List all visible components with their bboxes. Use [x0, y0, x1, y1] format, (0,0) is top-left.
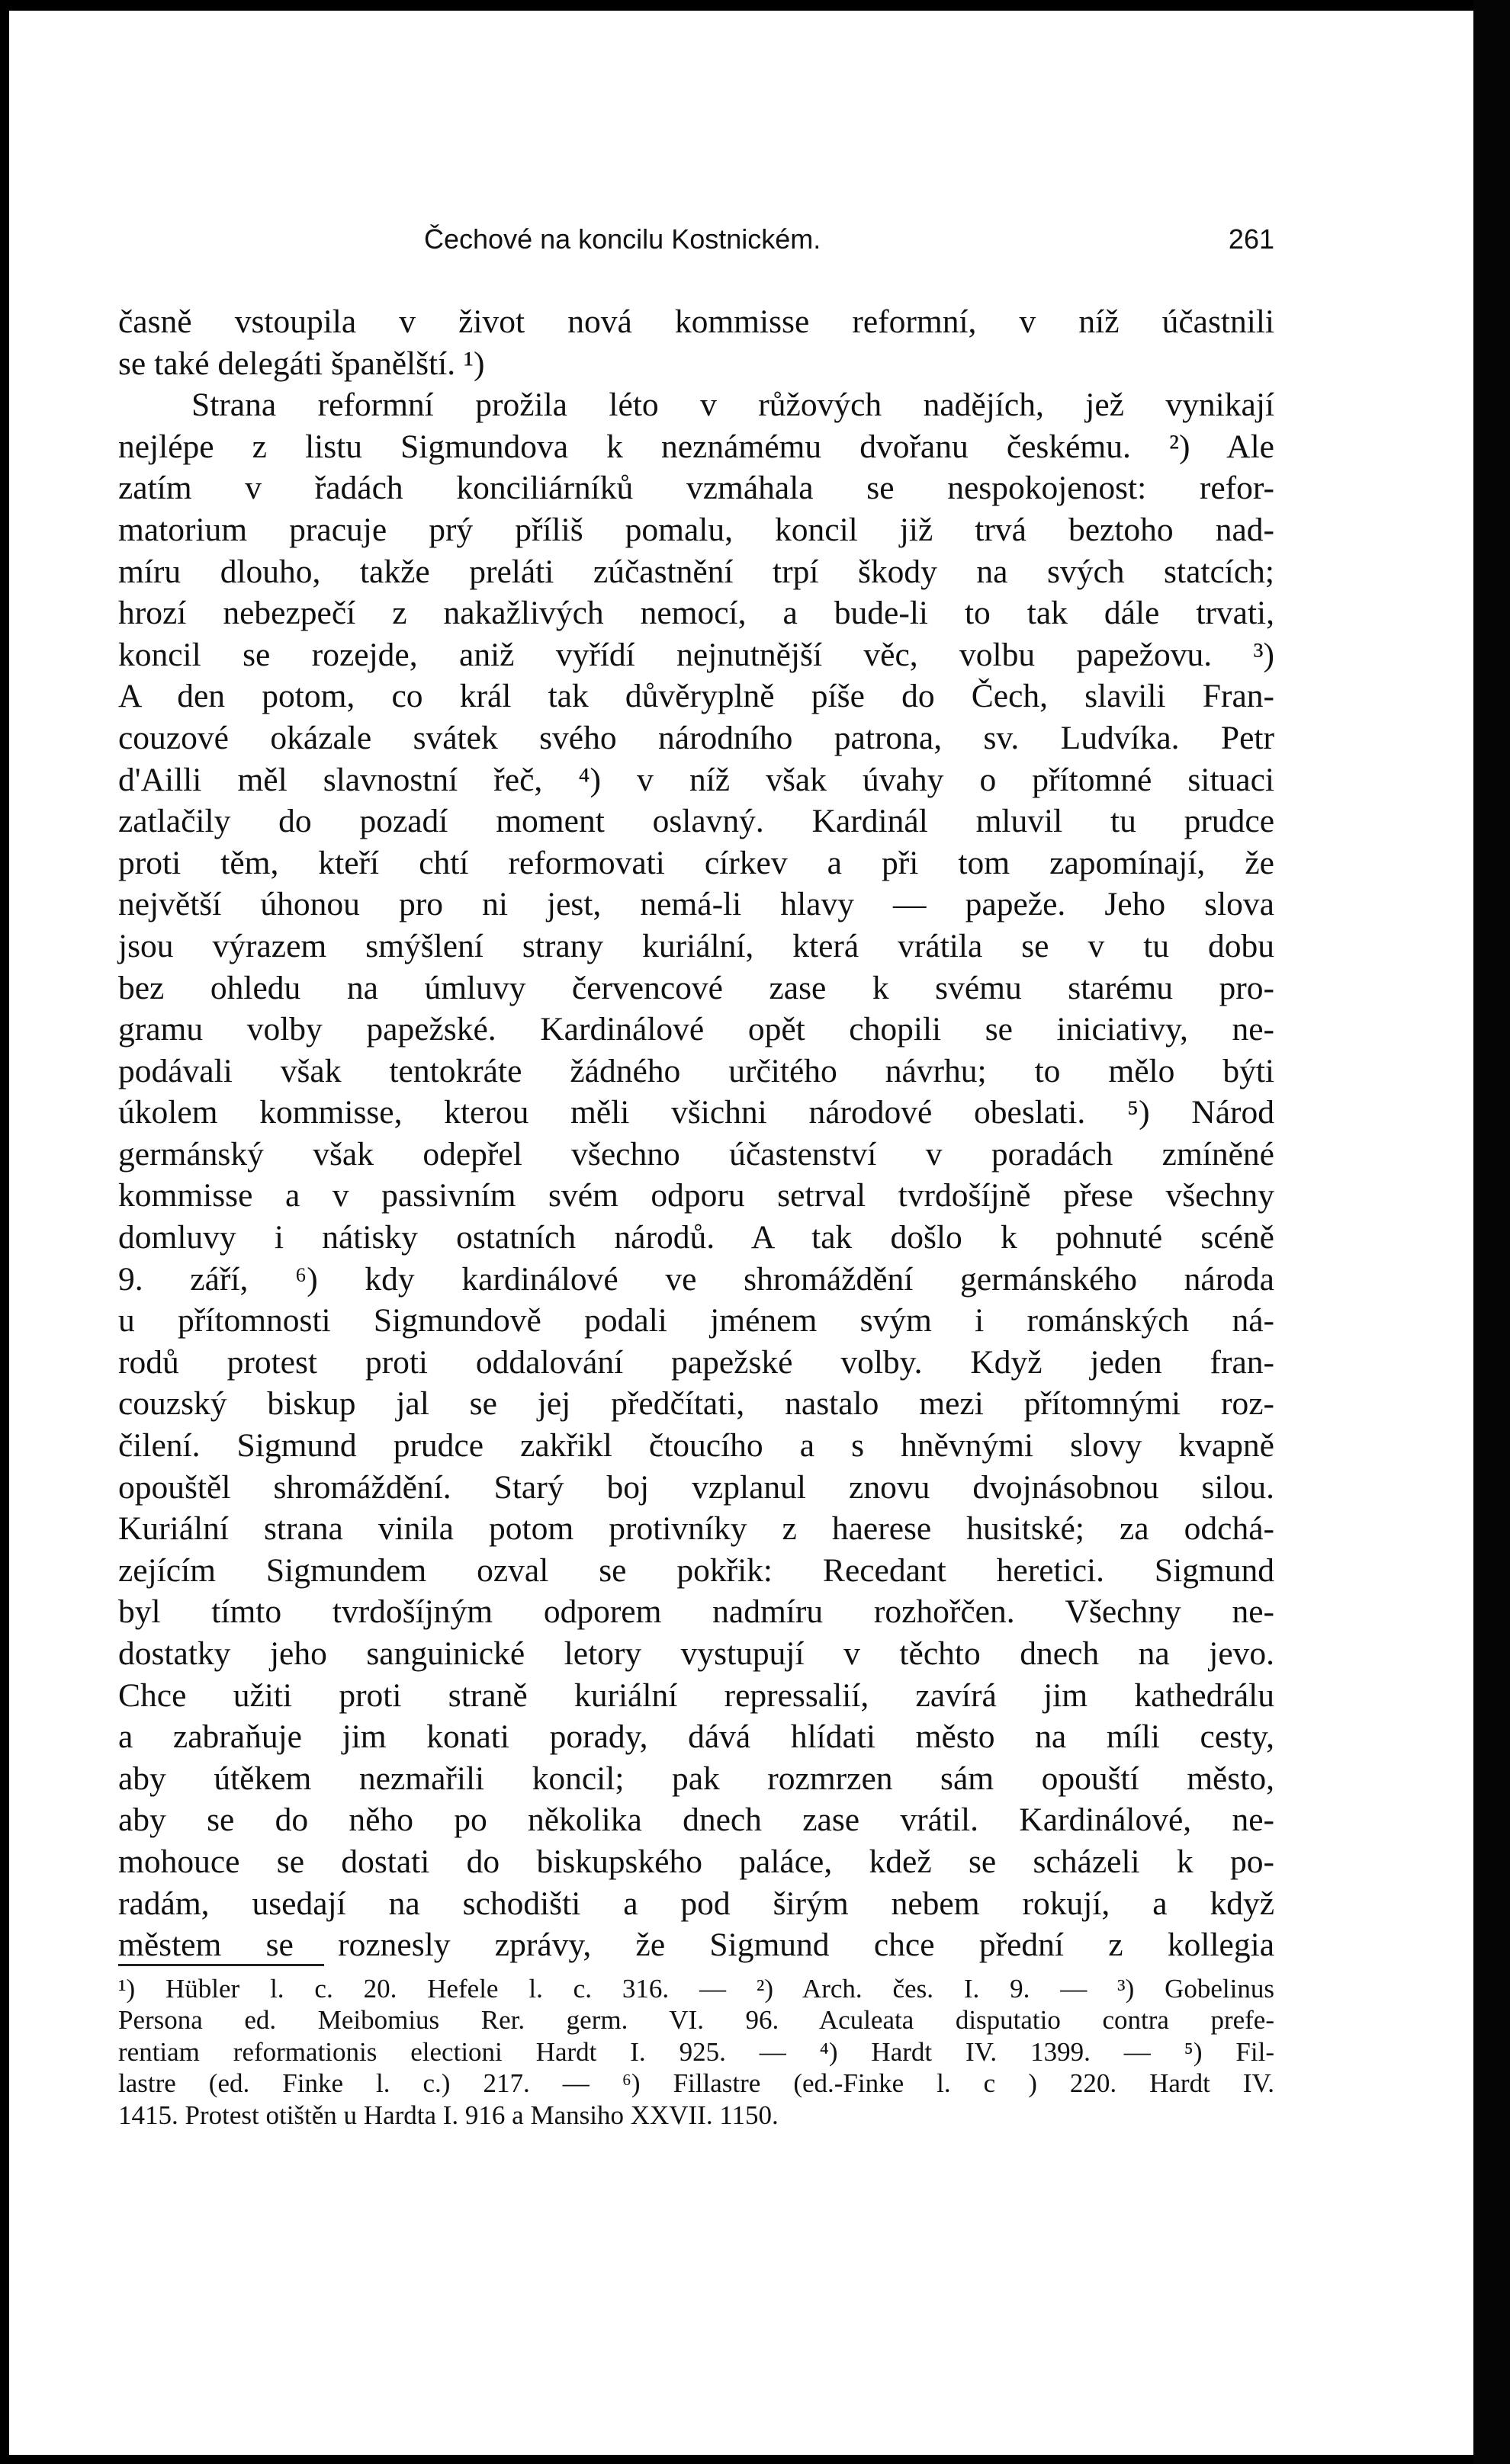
text-line: opouštěl shromáždění. Starý boj vzplanul znovu dvojnásobnou silou. — [118, 1468, 1274, 1506]
body-text — [118, 301, 1274, 1966]
text-line: mohouce se dostati do biskupského paláce, kdež se scházeli k po- — [118, 1843, 1274, 1880]
text-line: časně vstoupila v život nová kommisse reformní, v níž účastnili — [118, 303, 1274, 340]
text-line: míru dlouho, takže preláti zúčastnění trpí škody na svých statcích; — [118, 553, 1274, 590]
text-line: dostatky jeho sanguinické letory vystupují v těchto dnech na jevo. — [118, 1635, 1274, 1672]
text-line: jsou výrazem smýšlení strany kuriální, která vrátila se v tu dobu — [118, 927, 1274, 964]
text-line: 9. září, ⁶) kdy kardinálové ve shromáždění germánského národa — [118, 1260, 1274, 1298]
header-title: Čechové na koncilu Kostnickém. — [424, 223, 821, 255]
text-line: nejlépe z listu Sigmundova k neznámému dvořanu českému. ²) Ale — [118, 428, 1274, 465]
footnote-line: rentiam reformationis electioni Hardt I. 925. — ⁴) Hardt IV. 1399. — ⁵) Fil- — [118, 2036, 1274, 2067]
text-line: rodů protest proti oddalování papežské volby. Když jeden fran- — [118, 1343, 1274, 1381]
footnote-line: 1415. Protest otištěn u Hardta I. 916 a Mansiho XXVII. 1150. — [118, 2100, 779, 2130]
text-line: couzové okázale svátek svého národního patrona, sv. Ludvíka. Petr — [118, 719, 1274, 756]
text-line: d'Ailli měl slavnostní řeč, ⁴) v níž však úvahy o přítomné situaci — [118, 761, 1274, 798]
text-line: koncil se rozejde, aniž vyřídí nejnutnější věc, volbu papežovu. ³) — [118, 636, 1274, 673]
scan-edge — [1473, 0, 1510, 2464]
text-line: bez ohledu na úmluvy červencové zase k svému starému pro- — [118, 969, 1274, 1006]
text-line: a zabraňuje jim konati porady, dává hlídati město na míli cesty, — [118, 1718, 1274, 1756]
text-line: aby se do něho po několika dnech zase vrátil. Kardinálové, ne- — [118, 1801, 1274, 1839]
text-line: Kuriální strana vinila potom protivníky z haerese husitské; za odchá- — [118, 1510, 1274, 1548]
footnote-line: Persona ed. Meibomius Rer. germ. VI. 96. Aculeata disputatio contra prefe- — [118, 2005, 1274, 2036]
text-line: aby útěkem nezmařili koncil; pak rozmrzen sám opouští město, — [118, 1760, 1274, 1797]
text-line: A den potom, co král tak důvěryplně píše do Čech, slavili Fran- — [118, 678, 1274, 715]
text-line: městem se roznesly zprávy, že Sigmund chce přední z kollegia — [118, 1927, 1274, 1964]
text-line: úkolem kommisse, kterou měli všichni národové obeslati. ⁵) Národ — [118, 1094, 1274, 1131]
text-line: proti těm, kteří chtí reformovati církev a při tom zapomínají, že — [118, 844, 1274, 881]
text-line: byl tímto tvrdošíjným odporem nadmíru rozhořčen. Všechny ne- — [118, 1593, 1274, 1631]
text-line: zejícím Sigmundem ozval se pokřik: Recedant heretici. Sigmund — [118, 1551, 1274, 1589]
footnote-line: lastre (ed. Finke l. c.) 217. — ⁶) Fillastre (ed.-Finke l. c ) 220. Hardt IV. — [118, 2068, 1274, 2099]
text-line: zatlačily do pozadí moment oslavný. Kardinál mluvil tu prudce — [118, 803, 1274, 840]
footnotes — [118, 1973, 1274, 2131]
text-line: Chce užiti proti straně kuriální repressalií, zavírá jim kathedrálu — [118, 1676, 1274, 1714]
text-line: domluvy i nátisky ostatních národů. A tak došlo k pohnuté scéně — [118, 1219, 1274, 1256]
text-line: čilení. Sigmund prudce zakřikl čtoucího a s hněvnými slovy kvapně — [118, 1427, 1274, 1465]
text-line: hrozí nebezpečí z nakažlivých nemocí, a bude-li to tak dále trvati, — [118, 595, 1274, 632]
text-line: matorium pracuje prý příliš pomalu, koncil již trvá beztoho nad- — [118, 511, 1274, 548]
running-header — [424, 223, 1274, 266]
text-line: germánský však odepřel všechno účastenství v poradách zmíněné — [118, 1135, 1274, 1173]
footnote-line: ¹) Hübler l. c. 20. Hefele l. c. 316. — ²) Arch. čes. I. 9. — ³) Gobelinus — [118, 1974, 1274, 2004]
text-line: největší úhonou pro ni jest, nemá-li hlavy — papeže. Jeho slova — [118, 886, 1274, 923]
text-line: se také delegáti španělští. ¹) — [118, 345, 485, 382]
text-line: kommisse a v passivním svém odporu setrval tvrdošíjně přese všechny — [118, 1177, 1274, 1214]
text-line: gramu volby papežské. Kardinálové opět chopili se iniciativy, ne- — [118, 1011, 1274, 1048]
text-line: radám, usedají na schodišti a pod širým nebem rokují, a když — [118, 1885, 1274, 1922]
page-number: 261 — [1228, 223, 1274, 255]
footnote-divider — [118, 1964, 324, 1966]
text-line: podávali však tentokráte žádného určitého návrhu; to mělo býti — [118, 1052, 1274, 1089]
text-line: Strana reformní prožila léto v růžových nadějích, jež vynikají — [191, 387, 1274, 424]
text-line: u přítomnosti Sigmundově podali jménem svým i románských ná- — [118, 1302, 1274, 1339]
text-line: couzský biskup jal se jej předčítati, nastalo mezi přítomnými roz- — [118, 1385, 1274, 1423]
text-line: zatím v řadách konciliárníků vzmáhala se nespokojenost: refor- — [118, 470, 1274, 507]
